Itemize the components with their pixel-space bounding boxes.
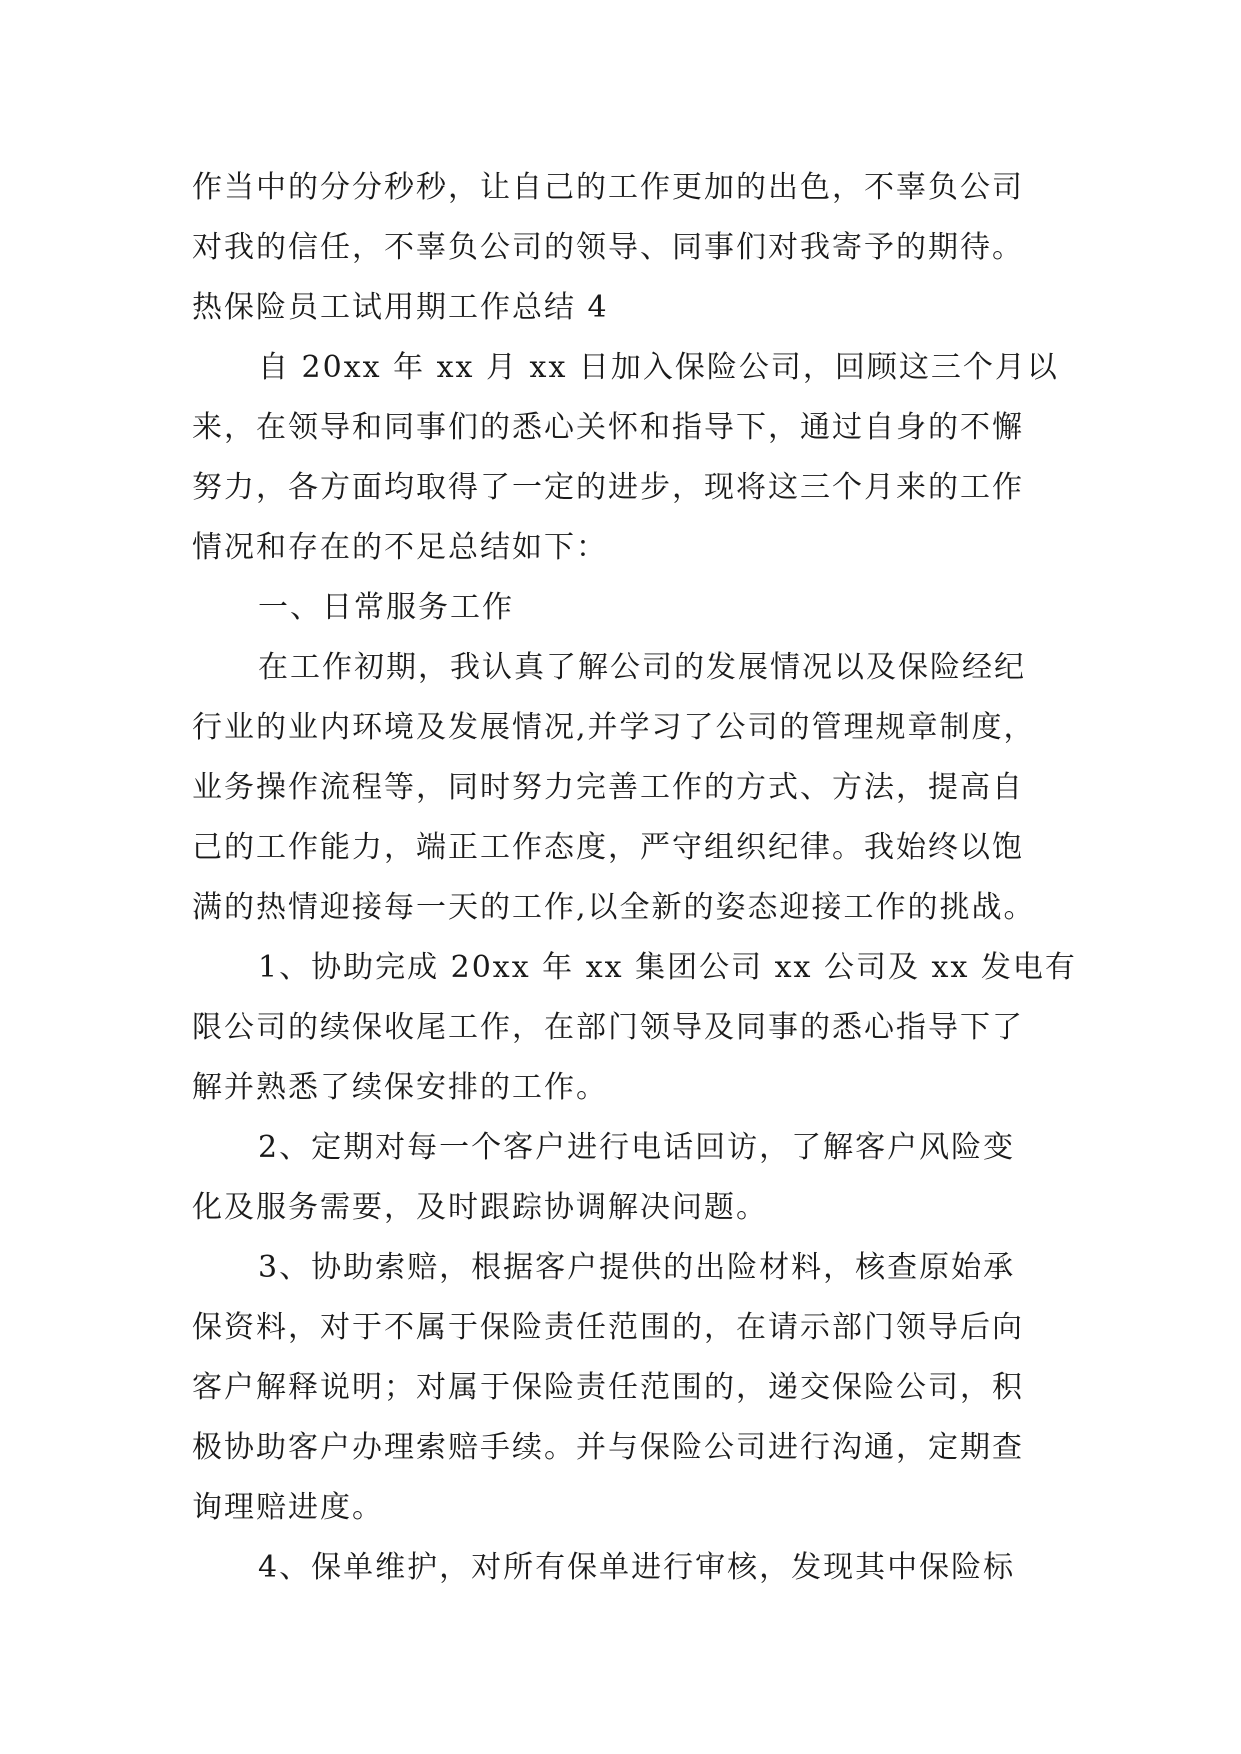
text-line: 保资料，对于不属于保险责任范围的，在请示部门领导后向	[192, 1310, 1024, 1345]
text-line: 业务操作流程等，同时努力完善工作的方式、方法，提高自	[192, 770, 1024, 805]
list-item-start: 4、保单维护，对所有保单进行审核，发现其中保险标	[258, 1550, 1016, 1585]
list-item-start: 2、定期对每一个客户进行电话回访，了解客户风险变	[258, 1130, 1016, 1165]
text-line: 对我的信任，不辜负公司的领导、同事们对我寄予的期待。	[192, 230, 1024, 265]
paragraph-start: 在工作初期，我认真了解公司的发展情况以及保险经纪	[258, 650, 1026, 685]
subsection-heading: 一、日常服务工作	[258, 590, 514, 625]
paragraph-start: 自 20xx 年 xx 月 xx 日加入保险公司，回顾这三个月以	[258, 350, 1059, 385]
text-line: 满的热情迎接每一天的工作,以全新的姿态迎接工作的挑战。	[192, 890, 1036, 925]
text-line: 情况和存在的不足总结如下：	[192, 530, 608, 565]
text-line: 客户解释说明；对属于保险责任范围的，递交保险公司，积	[192, 1370, 1024, 1405]
text-line: 己的工作能力，端正工作态度，严守组织纪律。我始终以饱	[192, 830, 1024, 865]
text-line: 解并熟悉了续保安排的工作。	[192, 1070, 608, 1105]
text-line: 询理赔进度。	[192, 1490, 384, 1525]
text-line: 作当中的分分秒秒，让自己的工作更加的出色，不辜负公司	[192, 170, 1024, 205]
text-line: 努力，各方面均取得了一定的进步，现将这三个月来的工作	[192, 470, 1024, 505]
text-line: 极协助客户办理索赔手续。并与保险公司进行沟通，定期查	[192, 1430, 1024, 1465]
text-line: 行业的业内环境及发展情况,并学习了公司的管理规章制度，	[192, 710, 1036, 745]
text-line: 限公司的续保收尾工作，在部门领导及同事的悉心指导下了	[192, 1010, 1024, 1045]
list-item-start: 3、协助索赔，根据客户提供的出险材料，核查原始承	[258, 1250, 1016, 1285]
text-line: 化及服务需要，及时跟踪协调解决问题。	[192, 1190, 768, 1225]
document-body	[192, 158, 1077, 1598]
section-heading: 热保险员工试用期工作总结 4	[192, 290, 609, 325]
text-line: 来，在领导和同事们的悉心关怀和指导下，通过自身的不懈	[192, 410, 1024, 445]
list-item-start: 1、协助完成 20xx 年 xx 集团公司 xx 公司及 xx 发电有	[258, 950, 1077, 985]
